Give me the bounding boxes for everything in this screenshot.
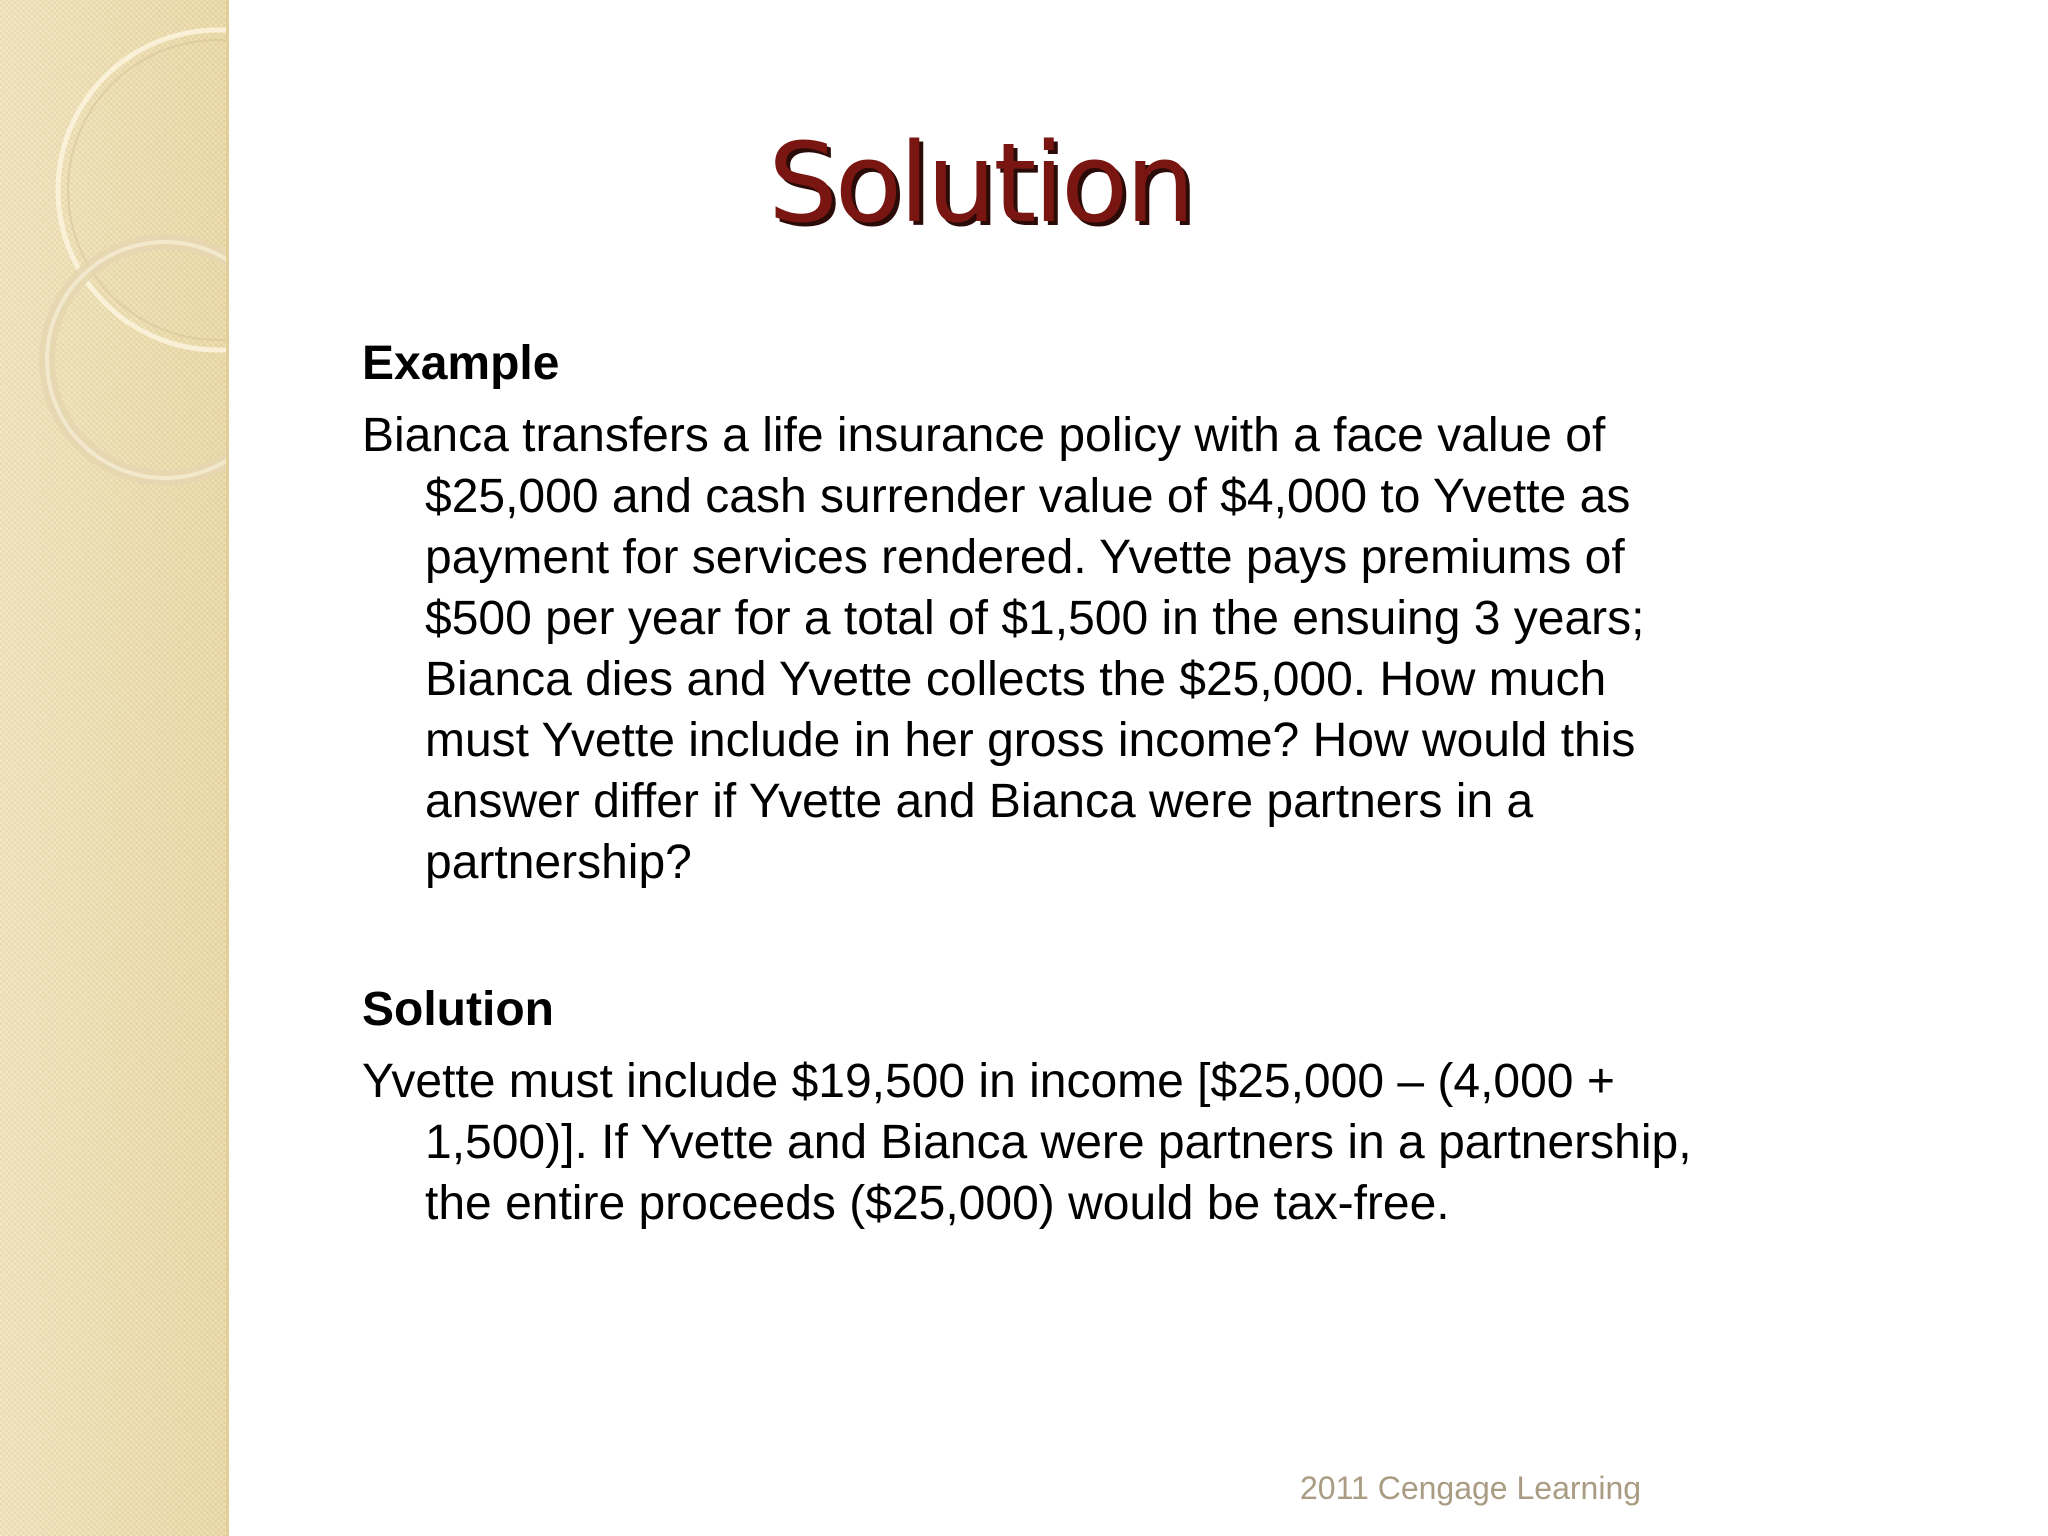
slide-title: Solution [767, 119, 1193, 247]
solution-heading: Solution [362, 983, 554, 1036]
example-heading: Example [362, 337, 560, 390]
example-paragraph: Bianca transfers a life insurance policy with a face value of $25,000 and cash surrender value of $4,000 to Yvette as payment for services rendered. Yvette pays premiums of $500 per year for a total of $1,500 in the ensuing 3 years; Bianca dies and Yvette collects the $25,000. How much must Yvette include in her gross income? How would this answer differ if Yvette and Bianca were partners in a partnership? [362, 409, 1645, 889]
section-spacer [362, 893, 1922, 979]
footer-copyright: 2011 Cengage Learning [1300, 1470, 1642, 1506]
side-panel-border [226, 0, 229, 1536]
decorative-rings-icon [0, 0, 228, 520]
decorative-side-panel [0, 0, 228, 1536]
slide-content [362, 333, 1922, 1234]
solution-paragraph: Yvette must include $19,500 in income [$25,000 – (4,000 + 1,500)]. If Yvette and Bianca were partners in a partnership, the entire proceeds ($25,000) would be tax-free. [362, 1055, 1692, 1230]
